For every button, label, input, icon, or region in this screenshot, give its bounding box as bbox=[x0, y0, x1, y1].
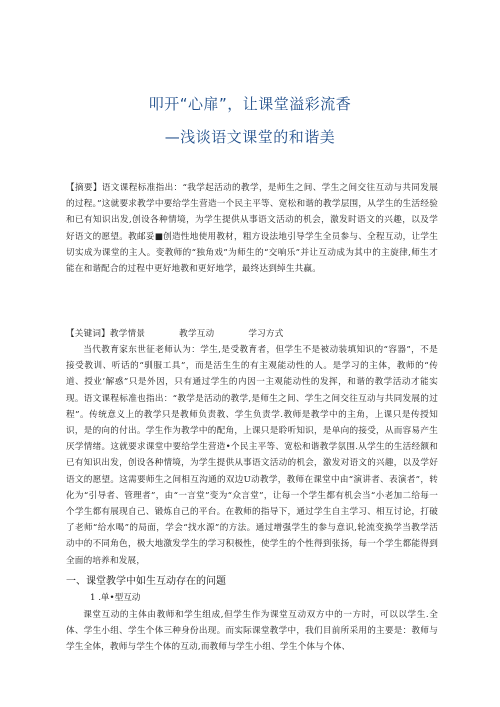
subsection-heading-1: 1 .单•型互动 bbox=[90, 593, 141, 603]
keyword-3: 学习方式 bbox=[248, 329, 284, 339]
body-paragraph-1: 当代教育家东世征老师认为：学生,是受教育者，但学生不是被动装填知识的“容器”，不是接受教训、听话的“驯服工具”，而是活生生的有主观能动性的人。是学习的主体，教师的“传道、授业’解惑”只是外因，只有通过学生的内因一主观能动性的发挥，和谐的教学活动才能实现。语文课程标准也指出：“教学是活动的教学,是师生之间、学生之间交往互动与共同发展的过程”。传统意义上的教学只是教师负责教、学生负责学.教师是教学中的主角，上课只是传授知识，是的向的付出。学生作为教学中的配角，上课只是聆听知识，是单向的接受，从而容易产生厌学情绪。这就要求课堂中要给学生营造•个民主平等、宽松和谐教学氛围.从学生的生活经额和已有知识出发，创设各种情境，为学生提供从事语文活动的机会，激发对语文的兴趣，以及学好语文的愿望。这需要师生之间相互沟通的双边U动教学，教师在课堂中由“演讲者、表演者”，转化为“引导者、管理者”，由“一言堂”变为“众言堂”，让每一个学生都有机会当“小老加二给每一个学生都有展现自己、锻炼自己的平台。在教师的指导下，通过学生自主学习、相互讨论，打破了老师“给水喝”的局面，学会“找水源”的方法。通过增强学生的参与意识,轮流变换学当教学活动中的不同角色，极大地激发学生的学习积极性，使学生的个性得到张扬，每一个学生都能得到全面的培养和发展， bbox=[66, 345, 438, 566]
section-heading-1: 一、课堂教学中如生互动存在的问题 bbox=[66, 576, 226, 587]
keywords-line bbox=[66, 326, 438, 342]
keyword-2: 教学互动 bbox=[179, 329, 215, 339]
body-paragraph-2: 课堂互动的主体由教师和学生组成,但学生作为课堂互动双方中的一方时，可以以学生.全体、学生小组、学生个体三种身份出现。而实际课堂教学中，我们目前所采用的主要是：教师与学生全体，教师与学生个体的互动,而教师与学生小组、学生个体与个体、 bbox=[66, 610, 438, 653]
keywords-label: 【关键词】教学情景 bbox=[66, 329, 146, 339]
abstract-paragraph: 【摘要】语文课程标准指出：“我学起活动的教学，是师生之间、学生之间交往互动与共同发展的过程。”这就要求教学中要给学生营造一个民主平等、宽松和谐的教学层围，从学生的生活经验和已有知识出发,创设各种情境，为学生提供从事语文活动的机会，激发时语文的兴趣，以及学好语文的愿望。教邮妥■创造性地使用教材，粗方设法地引导学生全员参与、全程互动，让学生切实成为课堂的主人。变教师的“独角戏”为师生的“交响乐”并让互动成为其中的主旋律,师生才能在和谐配合的过程中更好地教和更好地学，最终达到绰生共赢。 bbox=[66, 183, 438, 275]
paper-subtitle: —浅谈语文课堂的和谐美 bbox=[164, 128, 336, 146]
paper-title: 叩开“心扉”，让课堂溢彩流香 bbox=[148, 95, 352, 113]
